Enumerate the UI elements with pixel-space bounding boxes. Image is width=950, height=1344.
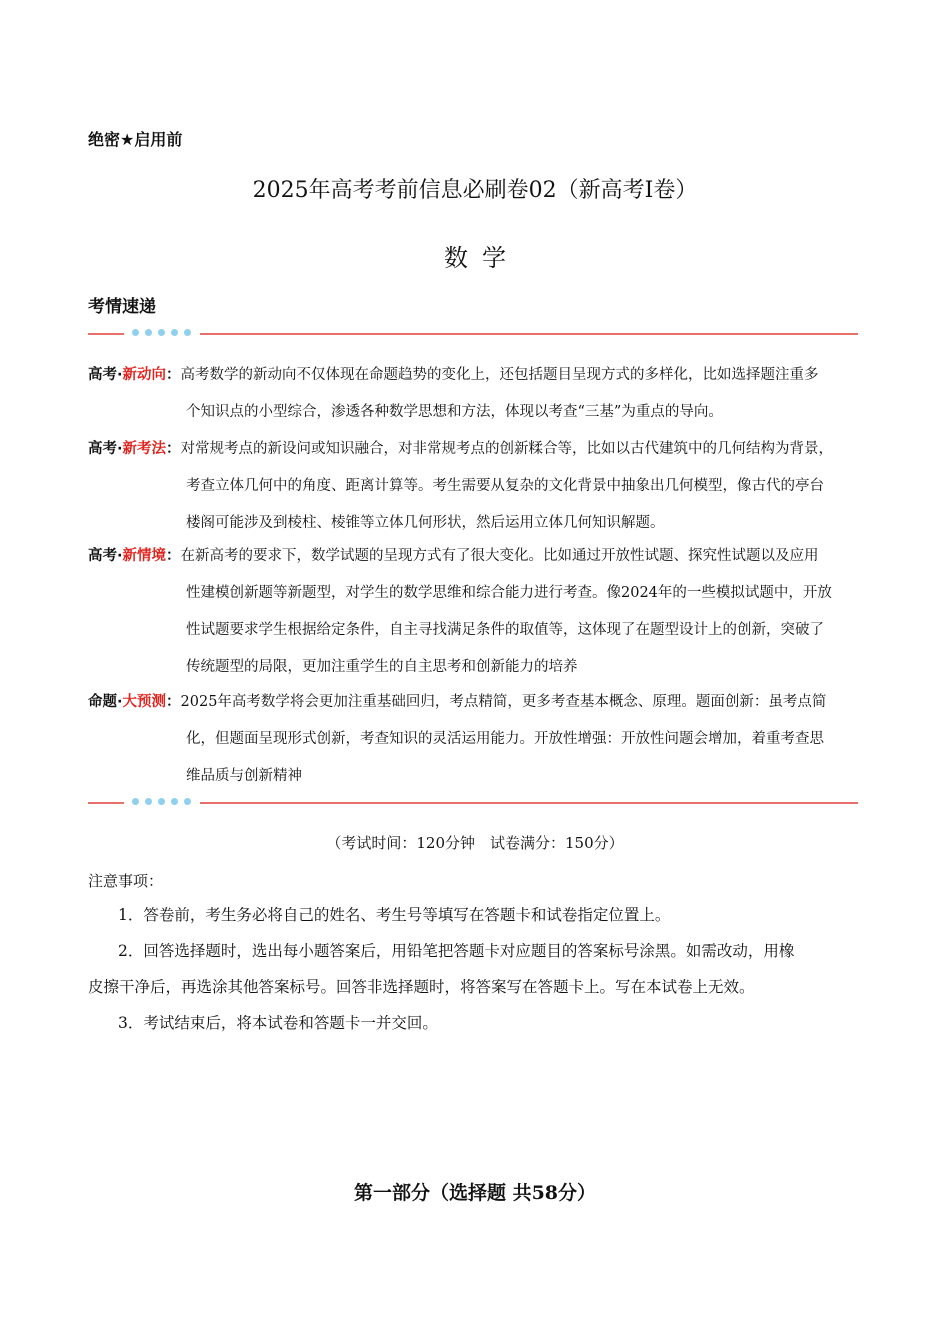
- overview-item-new-direction: 高考·新动向：高考数学的新动向不仅体现在命题趋势的变化上，还包括题目呈现方式的多样化，比如选择题注重多 个知识点的小型综合，渗透各种数学思想和方法，体现以考查“三基”为重点的导向。: [88, 366, 819, 420]
- overview-item-new-context: 高考·新情境：在新高考的要求下，数学试题的呈现方式有了很大变化。比如通过开放性试题、探究性试题以及应用 性建模创新题等新题型，对学生的数学思维和综合能力进行考查。像2024年的一些模拟试题中，开放 性试题要求学生根据给定条件，自主寻找满足条件的取值等，这体现了在题型设计上的创新，突破了 传统题型的局限，更加注重学生的自主思考和创新能力的培养: [88, 547, 832, 675]
- divider-bottom: [88, 797, 858, 809]
- subject-title: 数学: [444, 244, 520, 272]
- confidential-label: 绝密★启用前: [88, 130, 183, 149]
- divider-top: [88, 328, 858, 340]
- overview-item-prediction: 命题·大预测：2025年高考数学将会更加注重基础回归，考点精简，更多考查基本概念、原理。题面创新：虽考点简 化，但题面呈现形式创新，考查知识的灵活运用能力。开放性增强：开放性问题会增加，着重考查思 维品质与创新精神: [88, 693, 827, 784]
- note-item-2: 2．回答选择题时，选出每小题答案后，用铅笔把答题卡对应题目的答案标号涂黑。如需改动，用橡: [118, 942, 795, 960]
- note-item-1: 1．答卷前，考生务必将自己的姓名、考生号等填写在答题卡和试卷指定位置上。: [118, 906, 671, 924]
- overview-item-new-method: 高考·新考法：对常规考点的新设问或知识融合，对非常规考点的创新糅合等，比如以古代建筑中的几何结构为背景， 考查立体几何中的角度、距离计算等。考生需要从复杂的文化背景中抽象出几何模型，像古代的亭台 楼阁可能涉及到棱柱、棱锥等立体几何形状，然后运用立体几何知识解题。: [88, 440, 834, 531]
- paper-title: 2025年高考考前信息必刷卷02（新高考Ⅰ卷）: [252, 178, 698, 203]
- notes-heading: 注意事项：: [88, 872, 164, 890]
- exam-info: （考试时间：120分钟 试卷满分：150分）: [326, 834, 624, 852]
- note-item-2-cont: 皮擦干净后，再选涂其他答案标号。回答非选择题时，将答案写在答题卡上。写在本试卷上无效。: [88, 978, 755, 996]
- overview-heading: 考情速递: [88, 297, 156, 317]
- part-title: 第一部分（选择题 共58分）: [353, 1182, 597, 1204]
- note-item-3: 3．考试结束后，将本试卷和答题卡一并交回。: [118, 1014, 438, 1032]
